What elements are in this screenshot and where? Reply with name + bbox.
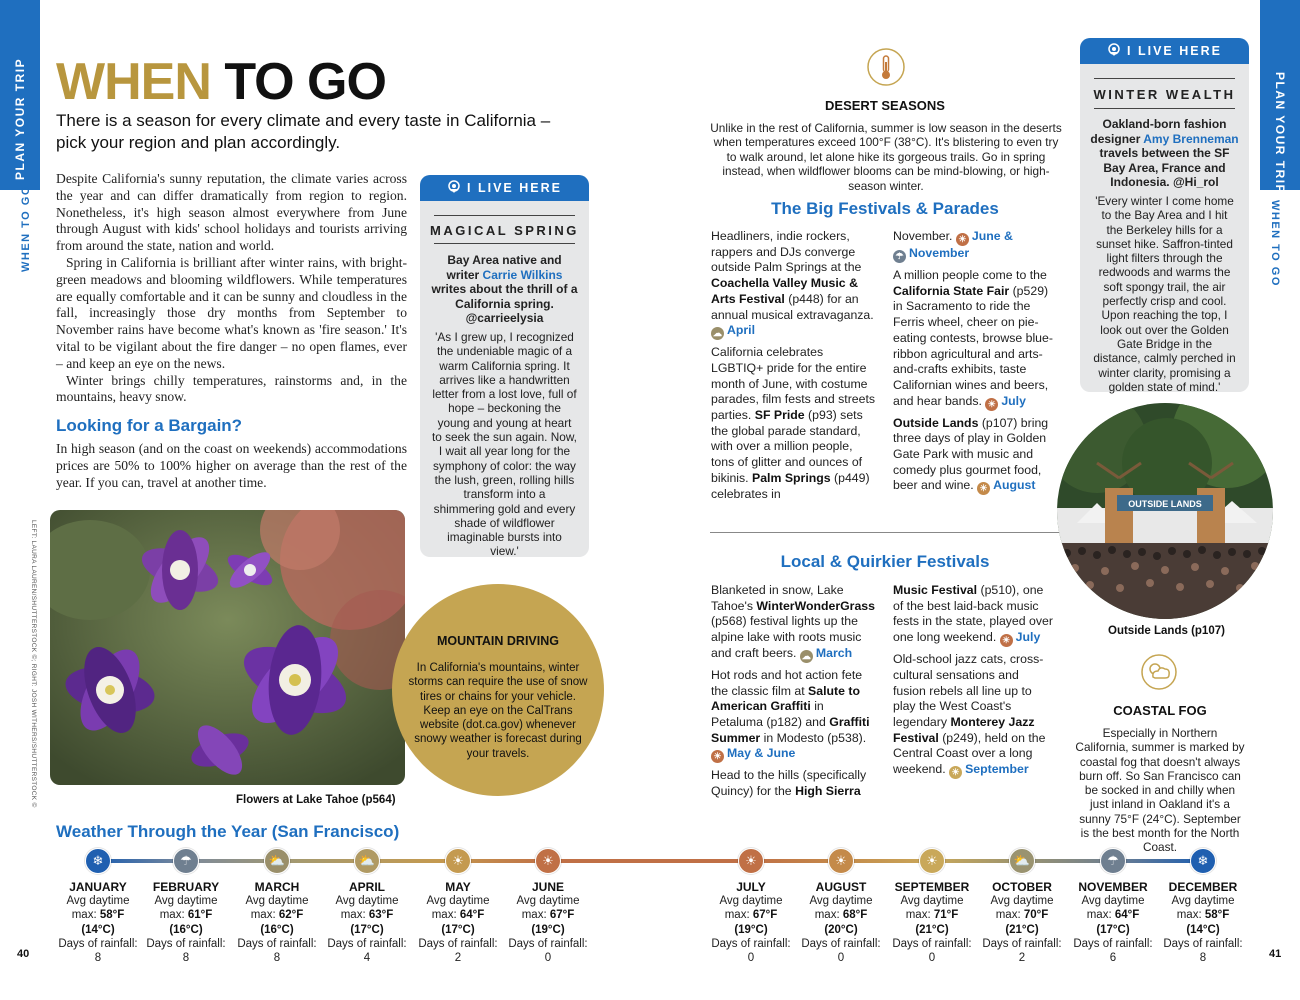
card-intro	[430, 253, 579, 326]
card-tag	[1080, 38, 1249, 64]
winter-wealth-card	[1080, 38, 1249, 392]
outside-lands-entry: Outside Lands (p107) bring three days of play in Golden Gate Park with music and comedy plus gourmet food, beer and wine. ☀ August	[893, 415, 1049, 494]
state-fair-entry: A million people come to the California State Fair (p529) in Sacramento to ride the Ferris wheel, cheer on pie-eating contests, browse blue-ribbon agricultural and arts-and-crafts exhibits, taste Californian wines and beers, and hear bands. ☀ July	[893, 268, 1053, 409]
month-name: MAY	[445, 880, 471, 894]
flowers-photo	[50, 510, 405, 785]
coastal-fog-title: COASTAL FOG	[1113, 703, 1207, 718]
desert-title: DESERT SEASONS	[825, 98, 945, 113]
weather-month	[887, 880, 977, 965]
bargain-heading: Looking for a Bargain?	[56, 416, 243, 435]
sun-icon: ☀	[949, 766, 962, 779]
rain-days: 2	[454, 952, 462, 965]
partly-cloudy-icon: ⛅	[354, 848, 380, 874]
max-temp: max: 61°F	[159, 909, 213, 922]
rain-cloud-icon: ☂	[893, 250, 906, 263]
intro-p3: Winter brings chilly temperatures, rainstorms and, in the mountains, heavy snow.	[56, 372, 407, 405]
outside-lands-photo	[1057, 403, 1273, 619]
max-temp: max: 64°F	[1086, 909, 1140, 922]
left-tab-sub: WHEN TO GO	[20, 185, 32, 272]
photo-credit: LEFT: LAURA LAUREN/SHUTTERSTOCK ©; RIGHT: JOSH WITHERS/SHUTTERSTOCK ©	[30, 520, 37, 808]
card-author: Amy Brenneman	[1143, 131, 1239, 146]
avg-label: Avg daytime	[426, 895, 490, 908]
flowers-caption: Flowers at Lake Tahoe (p564)	[236, 794, 396, 806]
rain-days: 0	[928, 952, 936, 965]
avg-label: Avg daytime	[900, 895, 964, 908]
page-number-left: 40	[17, 948, 30, 960]
rain-label: Days of rainfall:	[1073, 937, 1153, 950]
max-temp-c: (17°C)	[350, 923, 384, 936]
right-tab-sub: WHEN TO GO	[1269, 200, 1281, 287]
rain-days: 8	[273, 952, 281, 965]
intro-p2: Spring in California is brilliant after winter rains, with bright-green meadows and blooming wildflowers. While temperatures are equally comfortable and it can be sunny and cloudless in the fall, increasingly those dry months from September to November rains have become what's known as 'fire season.' It's vital to be vigilant about the fire danger – no open flames, ever – and keep an eye on the news.	[56, 254, 407, 371]
partly-cloudy-icon: ☁	[713, 328, 722, 339]
high-sierra-entry: Head to the hills (specifically Quincy) for the High Sierra	[711, 768, 867, 799]
weather-month	[53, 880, 143, 965]
sun-icon: ☀	[1000, 634, 1013, 647]
month-name: AUGUST	[815, 880, 867, 894]
max-temp-c: (16°C)	[260, 923, 294, 936]
rain-label: Days of rainfall:	[1163, 937, 1243, 950]
month-name: SEPTEMBER	[894, 880, 970, 894]
local-festivals-col2	[893, 583, 1053, 784]
weather-month	[1158, 880, 1248, 965]
rain-days: 8	[94, 952, 102, 965]
max-temp-c: (21°C)	[915, 923, 949, 936]
rain-label: Days of rainfall:	[327, 937, 407, 950]
local-festivals-heading: Local & Quirkier Festivals	[780, 552, 990, 571]
sf-pride-entry: California celebrates LGBTIQ+ pride for the entire month of June, with costume parades, film fests and streets parties. SF Pride (p93) sets the global parade standard, with over a million people, tons of glitter and ounces of bikinis. Palm Springs (p449) celebrates in	[711, 345, 876, 501]
avg-label: Avg daytime	[719, 895, 783, 908]
avg-label: Avg daytime	[335, 895, 399, 908]
lede-text: There is a season for every climate and every taste in California – pick your region and plan accordingly.	[56, 111, 551, 152]
thermometer-icon	[866, 47, 906, 92]
month-name: FEBRUARY	[152, 880, 220, 894]
outside-lands-banner: OUTSIDE LANDS	[1128, 499, 1202, 509]
max-temp: max: 63°F	[340, 909, 394, 922]
max-temp: max: 58°F	[71, 909, 125, 922]
weather-heading: Weather Through the Year (San Francisco)	[56, 822, 400, 841]
sun-icon: ☀	[956, 233, 969, 246]
rain-label: Days of rainfall:	[418, 937, 498, 950]
weather-month	[1068, 880, 1158, 965]
max-temp: max: 62°F	[250, 909, 304, 922]
max-temp-c: (14°C)	[1186, 923, 1220, 936]
max-temp-c: (17°C)	[441, 923, 475, 936]
weather-month	[977, 880, 1067, 965]
rain-label: Days of rainfall:	[508, 937, 588, 950]
rain-label: Days of rainfall:	[58, 937, 138, 950]
title-part1: WHEN	[56, 53, 211, 111]
fog-icon	[1140, 653, 1178, 696]
sun-icon: ☀	[711, 750, 724, 763]
max-temp: max: 68°F	[814, 909, 868, 922]
max-temp: max: 70°F	[995, 909, 1049, 922]
map-pin-icon	[1107, 43, 1121, 60]
magical-spring-card	[420, 175, 589, 557]
rain-label: Days of rainfall:	[801, 937, 881, 950]
max-temp-c: (14°C)	[81, 923, 115, 936]
rain-label: Days of rainfall:	[146, 937, 226, 950]
rain-label: Days of rainfall:	[982, 937, 1062, 950]
intro-body	[56, 171, 407, 406]
month-name: APRIL	[349, 880, 385, 894]
coastal-fog-text: Especially in Northern California, summer is marked by coastal fog that doesn't always burn off. So San Francisco can be socked in and chilly when just inland in Oakland it's a sunny 75°F (24°C). September is the best month for the North Coast.	[1075, 726, 1245, 855]
left-side-tab	[0, 0, 40, 190]
rain-days: 0	[544, 952, 552, 965]
rain-days: 2	[1018, 952, 1026, 965]
coachella-entry: Headliners, indie rockers, rappers and DJs converge outside Palm Springs at the Coachella Valley Music & Arts Festival (p448) for an annual musical extravaganza. ☁ April	[711, 229, 874, 339]
left-tab-label: PLAN YOUR TRIP	[13, 57, 27, 180]
avg-label: Avg daytime	[1081, 895, 1145, 908]
month-name: JANUARY	[69, 880, 127, 894]
rain-days: 0	[837, 952, 845, 965]
rain-days: 0	[747, 952, 755, 965]
weather-month	[413, 880, 503, 965]
card-title: MAGICAL SPRING	[430, 223, 579, 238]
rain-days: 8	[182, 952, 190, 965]
graffiti-entry: Hot rods and hot action fete the classic film at Salute to American Graffiti in Petaluma (p182) and Graffiti Summer in Modesto (p538). ☀ May & June	[711, 667, 870, 762]
weather-month	[503, 880, 593, 965]
rain-cloud-icon: ☂	[173, 848, 199, 874]
card-intro-a: Oakland-born fashion designer	[1090, 117, 1227, 146]
map-pin-icon	[447, 180, 461, 197]
partly-cloudy-icon: ⛅	[1009, 848, 1035, 874]
mountain-driving-circle	[392, 584, 604, 796]
palm-springs-cont: November. ☀ June & ☂ November	[893, 229, 1013, 261]
avg-label: Avg daytime	[516, 895, 580, 908]
weather-month	[796, 880, 886, 965]
snowflake-icon: ❄	[1190, 848, 1216, 874]
month-name: MARCH	[254, 880, 300, 894]
monterey-jazz-entry: Old-school jazz cats, cross-cultural sensations and fusion rebels all line up to play the West Coast's legendary Monterey Jazz Festival (p249), held on the Central Coast over a long weekend. ☀ September	[893, 652, 1046, 778]
weather-timeline-right	[751, 859, 1203, 863]
card-quote: 'As I grew up, I recognized the undeniable magic of a warm California spring. It arrives like a handwritten letter from a lost love, full of hope – beckoning the young and young at heart to seek the sun again. Now, I wait all year long for the symphony of color: the way the lush, green, rolling hills transform into a shimmering gold and every shade of wildflower imaginable bursts into view.'	[432, 330, 577, 559]
max-temp-c: (17°C)	[1096, 923, 1130, 936]
bargain-text	[56, 441, 407, 491]
weather-timeline-left	[98, 859, 550, 863]
card-tag-label: I LIVE HERE	[1127, 44, 1222, 58]
max-temp-c: (20°C)	[824, 923, 858, 936]
big-festivals-heading: The Big Festivals & Parades	[771, 199, 999, 218]
weather-month	[706, 880, 796, 965]
sun-icon: ☀	[919, 848, 945, 874]
outside-lands-caption: Outside Lands (p107)	[1108, 625, 1225, 637]
bargain-p: In high season (and on the coast on weekends) accommodations prices are 50% to 100% higher on average than the rest of the year. If you can, travel at another time.	[56, 441, 407, 490]
page-number-right: 41	[1269, 948, 1282, 960]
max-temp-c: (21°C)	[1005, 923, 1039, 936]
sun-icon: ☀	[738, 848, 764, 874]
avg-label: Avg daytime	[66, 895, 130, 908]
rain-label: Days of rainfall:	[892, 937, 972, 950]
sun-icon: ☀	[977, 482, 990, 495]
big-festivals-col1	[711, 229, 877, 507]
weather-month	[322, 880, 412, 965]
desert-text: Unlike in the rest of California, summer is low season in the deserts when temperatures exceed 100°F (38°C). It's blistering to even try to walk around, let alone hike its gorgeous trails. Go in spring instead, when wildflower blooms can be mind-blowing, or high-season winter.	[710, 121, 1062, 193]
month-name: OCTOBER	[992, 880, 1052, 894]
sun-icon: ☀	[445, 848, 471, 874]
mountain-title: MOUNTAIN DRIVING	[437, 634, 559, 648]
local-festivals-col1	[711, 583, 877, 805]
rain-days: 8	[1199, 952, 1207, 965]
max-temp: max: 64°F	[431, 909, 485, 922]
avg-label: Avg daytime	[245, 895, 309, 908]
sun-icon: ☀	[828, 848, 854, 874]
rain-label: Days of rainfall:	[711, 937, 791, 950]
max-temp-c: (16°C)	[169, 923, 203, 936]
card-intro-b: writes about the thrill of a California spring. @carrieelysia	[431, 282, 578, 325]
partly-cloudy-icon: ⛅	[264, 848, 290, 874]
month-name: DECEMBER	[1168, 880, 1238, 894]
month-name: JUNE	[531, 880, 564, 894]
partly-cloudy-icon: ☁	[801, 650, 811, 661]
avg-label: Avg daytime	[990, 895, 1054, 908]
max-temp-c: (19°C)	[734, 923, 768, 936]
rain-days: 4	[363, 952, 371, 965]
card-intro-a: Bay Area native and writer	[446, 253, 562, 282]
card-intro	[1090, 117, 1239, 190]
card-rule-top	[1094, 78, 1235, 79]
right-side-tab	[1260, 0, 1300, 195]
snowflake-icon: ❄	[85, 848, 111, 874]
right-tab-label: PLAN YOUR TRIP	[1273, 72, 1287, 195]
title-part2: TO GO	[224, 53, 386, 111]
card-rule-top	[434, 215, 575, 216]
intro-p1: Despite California's sunny reputation, the climate varies across the year and can differ dramatically from region to region. Nonetheless, it's high season almost everywhere from June through August with kids' school holidays and tourists arriving from around the state, nation and world.	[56, 171, 407, 254]
max-temp: max: 58°F	[1176, 909, 1230, 922]
sun-icon: ☀	[985, 398, 998, 411]
rain-days: 6	[1109, 952, 1117, 965]
rain-label: Days of rainfall:	[237, 937, 317, 950]
card-author: Carrie Wilkins	[482, 267, 563, 282]
avg-label: Avg daytime	[1171, 895, 1235, 908]
card-quote: 'Every winter I come home to the Bay Area and I hit the Berkeley hills for a sunset hike. Saffron-tinted light filters through the redwoods and warms the soft spongy trail, the air perfectly crisp and cool. Upon reaching the top, I look out over the Golden Gate Bridge in the distance, calmly perched in winter clarity, promising a golden state of mind.'	[1093, 194, 1236, 394]
month-name: NOVEMBER	[1078, 880, 1148, 894]
card-title: WINTER WEALTH	[1093, 87, 1236, 102]
card-tag	[420, 175, 589, 201]
weather-month	[141, 880, 231, 965]
max-temp: max: 67°F	[521, 909, 575, 922]
page-title	[56, 52, 386, 112]
weather-month	[232, 880, 322, 965]
rain-cloud-icon: ☂	[1100, 848, 1126, 874]
winterwondergrass-entry: Blanketed in snow, Lake Tahoe's WinterWonderGrass (p568) festival lights up the alpine lake with roots music and craft beers. ☁ March	[711, 583, 875, 661]
card-intro-b: travels between the SF Bay Area, France and Indonesia. @Hi_rol	[1099, 146, 1230, 189]
avg-label: Avg daytime	[154, 895, 218, 908]
max-temp: max: 67°F	[724, 909, 778, 922]
sun-icon: ☀	[535, 848, 561, 874]
card-rule-bottom	[434, 243, 575, 244]
weather-timeline-gap	[550, 859, 751, 863]
section-divider	[710, 532, 1070, 533]
card-tag-label: I LIVE HERE	[467, 181, 562, 195]
card-rule-bottom	[1094, 108, 1235, 109]
avg-label: Avg daytime	[809, 895, 873, 908]
music-festival-entry: Music Festival (p510), one of the best laid-back music fests in the state, played over one long weekend. ☀ July	[893, 583, 1053, 646]
max-temp: max: 71°F	[905, 909, 959, 922]
max-temp-c: (19°C)	[531, 923, 565, 936]
month-name: JULY	[736, 880, 766, 894]
mountain-text: In California's mountains, winter storms can require the use of snow tires or chains for your vehicle. Keep an eye on the CalTrans website (dot.ca.gov) whenever snowy weather is forecast during your travels.	[408, 662, 588, 760]
big-festivals-col2	[893, 229, 1053, 500]
